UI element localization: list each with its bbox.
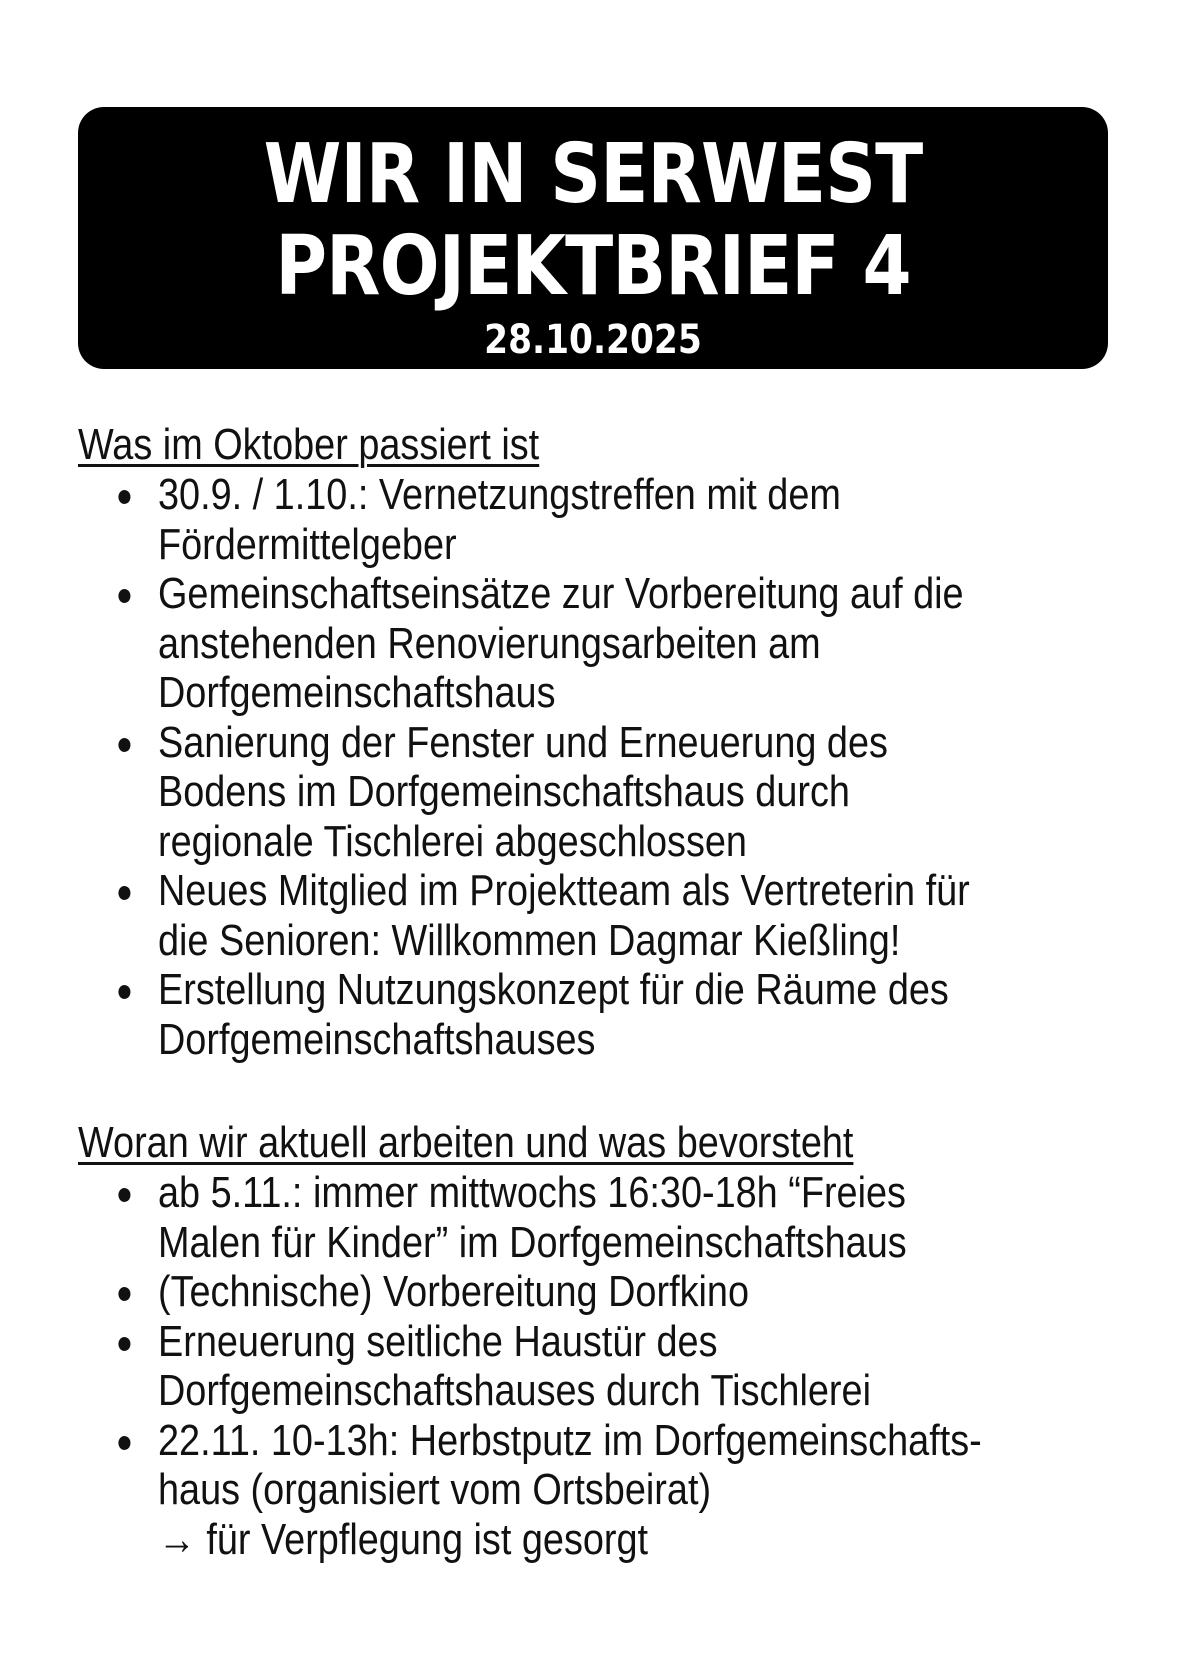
bullet-dot	[118, 490, 130, 504]
letter-content	[78, 420, 990, 1564]
item-text: Gemeinschaftseinsätze zur Vorbereitung auf die	[157, 569, 964, 618]
header-date: 28.10.2025	[484, 317, 702, 363]
item-text: 22.11. 10-13h: Herbstputz im Dorfgemeinschafts-	[157, 1415, 982, 1465]
list-item	[78, 569, 1138, 718]
item-text: Dorfgemeinschaftshaus	[157, 668, 556, 717]
item-text: Dorfgemeinschaftshauses durch Tischlerei	[157, 1366, 871, 1415]
item-text: Fördermittelgeber	[157, 519, 457, 569]
item-text: Neues Mitglied im Projektteam als Vertreterin für	[157, 866, 970, 915]
title-line-2: PROJEKTBRIEF 4	[275, 219, 911, 314]
item-text: Malen für Kinder” im Dorfgemeinschaftshaus	[157, 1217, 907, 1267]
list-item	[78, 1416, 1138, 1565]
bullet-dot	[118, 1188, 130, 1202]
section-heading: Was im Oktober passiert ist	[78, 420, 540, 469]
bullet-dot	[118, 1436, 130, 1450]
item-text: die Senioren: Willkommen Dagmar Kießling!	[157, 915, 901, 965]
item-text: anstehenden Renovierungsarbeiten am	[157, 618, 821, 668]
item-text: → für Verpflegung ist gesorgt	[157, 1514, 649, 1564]
section-heading: Woran wir aktuell arbeiten und was bevorsteht	[78, 1118, 854, 1167]
bullet-dot	[118, 738, 130, 752]
item-text: 30.9. / 1.10.: Vernetzungstreffen mit dem	[157, 470, 841, 519]
section-upcoming	[78, 1118, 1138, 1564]
item-text: haus (organisiert vom Ortsbeirat)	[157, 1465, 712, 1514]
item-text: Erstellung Nutzungskonzept für die Räume des	[157, 965, 949, 1014]
list-item	[78, 1168, 1138, 1267]
list-item	[78, 866, 1138, 965]
title-line-1: WIR IN SERWEST	[263, 127, 923, 222]
section-list	[78, 1168, 1138, 1564]
item-text: Sanierung der Fenster und Erneuerung des	[157, 717, 888, 767]
list-item	[78, 1267, 1138, 1317]
header-banner	[78, 107, 1108, 369]
bullet-dot	[118, 985, 130, 999]
item-text: Erneuerung seitliche Haustür des	[157, 1316, 718, 1366]
section-spacer	[78, 1064, 1138, 1118]
section-october	[78, 420, 1138, 1064]
bullet-dot	[118, 589, 130, 603]
item-text: Bodens im Dorfgemeinschaftshaus durch	[157, 767, 850, 816]
list-item	[78, 1317, 1138, 1416]
item-text: Dorfgemeinschaftshauses	[157, 1014, 596, 1064]
bullet-dot	[118, 1337, 130, 1351]
bullet-dot	[118, 1287, 130, 1301]
list-item	[78, 965, 1138, 1064]
item-text: (Technische) Vorbereitung Dorfkino	[157, 1267, 750, 1316]
bullet-dot	[118, 886, 130, 900]
list-item	[78, 718, 1138, 867]
header-title	[150, 129, 1036, 313]
list-item	[78, 470, 1138, 569]
item-text: ab 5.11.: immer mittwochs 16:30-18h “Freies	[157, 1168, 906, 1217]
item-text: regionale Tischlerei abgeschlossen	[157, 816, 747, 866]
section-list	[78, 470, 1138, 1064]
